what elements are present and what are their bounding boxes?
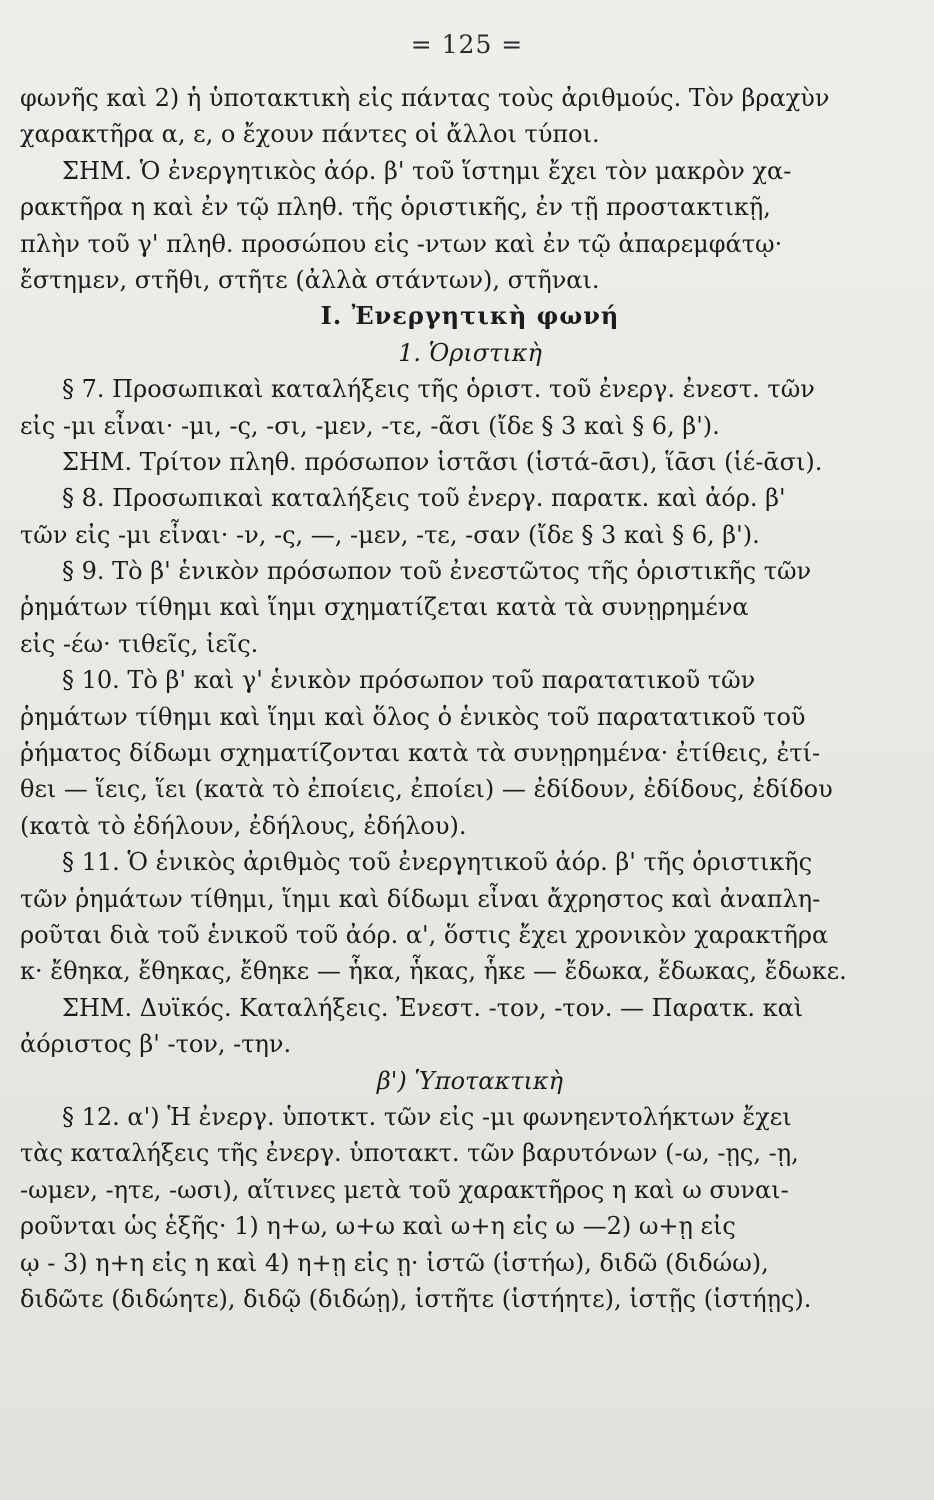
section-heading: I. Ἐνεργητικὴ φωνή (320, 301, 620, 331)
note-paragraph-start: ΣΗΜ. Ὁ ἐνεργητικὸς ἀόρ. β' τοῦ ἵστημι ἔχει τὸν μακρὸν χα- (62, 156, 792, 185)
page-number-header: = 125 = (410, 30, 524, 59)
text-line: τὰς καταλήξεις τῆς ἐνεργ. ὑποτακτ. τῶν βαρυτόνων (-ω, -ῃς, -ῃ, (20, 1139, 799, 1168)
page-body (20, 80, 920, 1317)
text-line: ῥημάτων τίθημι καὶ ἵημι καὶ ὅλος ὁ ἑνικὸς τοῦ παρατατικοῦ τοῦ (20, 702, 806, 731)
text-line: τῶν ῥημάτων τίθημι, ἵημι καὶ δίδωμι εἶναι ἄχρηστος καὶ ἀναπλη- (20, 884, 821, 913)
note-paragraph: ΣΗΜ. Δυϊκός. Καταλήξεις. Ἐνεστ. -τον, -τον. — Παρατκ. καὶ (62, 993, 804, 1022)
paragraph-10: § 10. Τὸ β' καὶ γ' ἑνικὸν πρόσωπον τοῦ παρατατικοῦ τῶν (62, 666, 756, 695)
text-line: φωνῆς καὶ 2) ἡ ὑποτακτικὴ εἰς πάντας τοὺς ἀριθμούς. Τὸν βραχὺν (20, 84, 830, 112)
text-line: εἰς -έω· τιθεῖς, ἱεῖς. (20, 629, 259, 658)
paragraph-12: § 12. α') Ἡ ἐνεργ. ὑποτκτ. τῶν εἰς -μι φωνηεντολήκτων ἔχει (62, 1102, 792, 1131)
text-line: ἀόριστος β' -τον, -την. (20, 1030, 292, 1059)
text-line: -ωμεν, -ητε, -ωσι), αἵτινες μετὰ τοῦ χαρακτῆρος η καὶ ω συναι- (20, 1175, 789, 1204)
paragraph-8: § 8. Προσωπικαὶ καταλήξεις τοῦ ἐνεργ. παρατκ. καὶ ἀόρ. β' (62, 484, 786, 513)
text-line: εἰς -μι εἶναι· -μι, -ς, -σι, -μεν, -τε, -ᾶσι (ἴδε § 3 καὶ § 6, β'). (20, 411, 720, 440)
subsection-heading: 1. Ὁριστικὴ (398, 338, 542, 367)
text-line: πλὴν τοῦ γ' πληθ. προσώπου εἰς -ντων καὶ ἐν τῷ ἀπαρεμφάτῳ· (20, 229, 783, 258)
text-line: κ· ἔθηκα, ἔθηκας, ἔθηκε — ἧκα, ἧκας, ἧκε — ἔδωκα, ἔδωκας, ἔδωκε. (20, 957, 847, 986)
text-line: διδῶτε (διδώητε), διδῷ (διδώῃ), ἱστῆτε (ἱστήητε), ἱστῇς (ἱστήῃς). (20, 1284, 812, 1313)
subsection-heading: β') Ὑποτακτικὴ (376, 1066, 564, 1095)
text-line: ροῦται διὰ τοῦ ἑνικοῦ τοῦ ἀόρ. α', ὅστις ἔχει χρονικὸν χαρακτῆρα (20, 920, 829, 949)
text-line: ρακτῆρα η καὶ ἐν τῷ πληθ. τῆς ὁριστικῆς, ἐν τῇ προστακτικῇ, (20, 193, 771, 222)
paragraph-7: § 7. Προσωπικαὶ καταλήξεις τῆς ὁριστ. τοῦ ἐνεργ. ἐνεστ. τῶν (62, 375, 815, 404)
text-line: ἔστημεν, στῆθι, στῆτε (ἀλλὰ στάντων), στῆναι. (20, 265, 600, 294)
text-line: ῳ - 3) η+η εἰς η καὶ 4) η+ῃ εἰς ῃ· ἱστῶ (ἱστήω), διδῶ (διδώω), (20, 1248, 769, 1277)
note-paragraph: ΣΗΜ. Τρίτον πληθ. πρόσωπον ἱστᾶσι (ἱστά-ᾱσι), ἵᾱσι (ἱέ-ᾱσι). (62, 447, 823, 476)
text-line: θει — ἵεις, ἵει (κατὰ τὸ ἐποίεις, ἐποίει) — ἐδίδουν, ἐδίδους, ἐδίδου (20, 775, 833, 804)
text-line: τῶν εἰς -μι εἶναι· -ν, -ς, —, -μεν, -τε, -σαν (ἴδε § 3 καὶ § 6, β'). (20, 520, 760, 549)
paragraph-11: § 11. Ὁ ἑνικὸς ἀριθμὸς τοῦ ἐνεργητικοῦ ἀόρ. β' τῆς ὁριστικῆς (62, 848, 813, 877)
text-line: (κατὰ τὸ ἐδήλουν, ἐδήλους, ἐδήλου). (20, 811, 467, 840)
paragraph-9: § 9. Τὸ β' ἑνικὸν πρόσωπον τοῦ ἐνεστῶτος τῆς ὁριστικῆς τῶν (62, 557, 812, 586)
text-line: ροῦνται ὡς ἑξῆς· 1) η+ω, ω+ω καὶ ω+η εἰς ω —2) ω+ῃ εἰς (20, 1212, 736, 1241)
text-line: ῥήματος δίδωμι σχηματίζονται κατὰ τὰ συνῃρημένα· ἐτίθεις, ἐτί- (20, 739, 821, 768)
text-line: ῥημάτων τίθημι καὶ ἵημι σχηματίζεται κατὰ τὰ συνῃρημένα (20, 593, 749, 622)
text-line: χαρακτῆρα α, ε, ο ἔχουν πάντες οἱ ἄλλοι τύποι. (20, 120, 600, 149)
